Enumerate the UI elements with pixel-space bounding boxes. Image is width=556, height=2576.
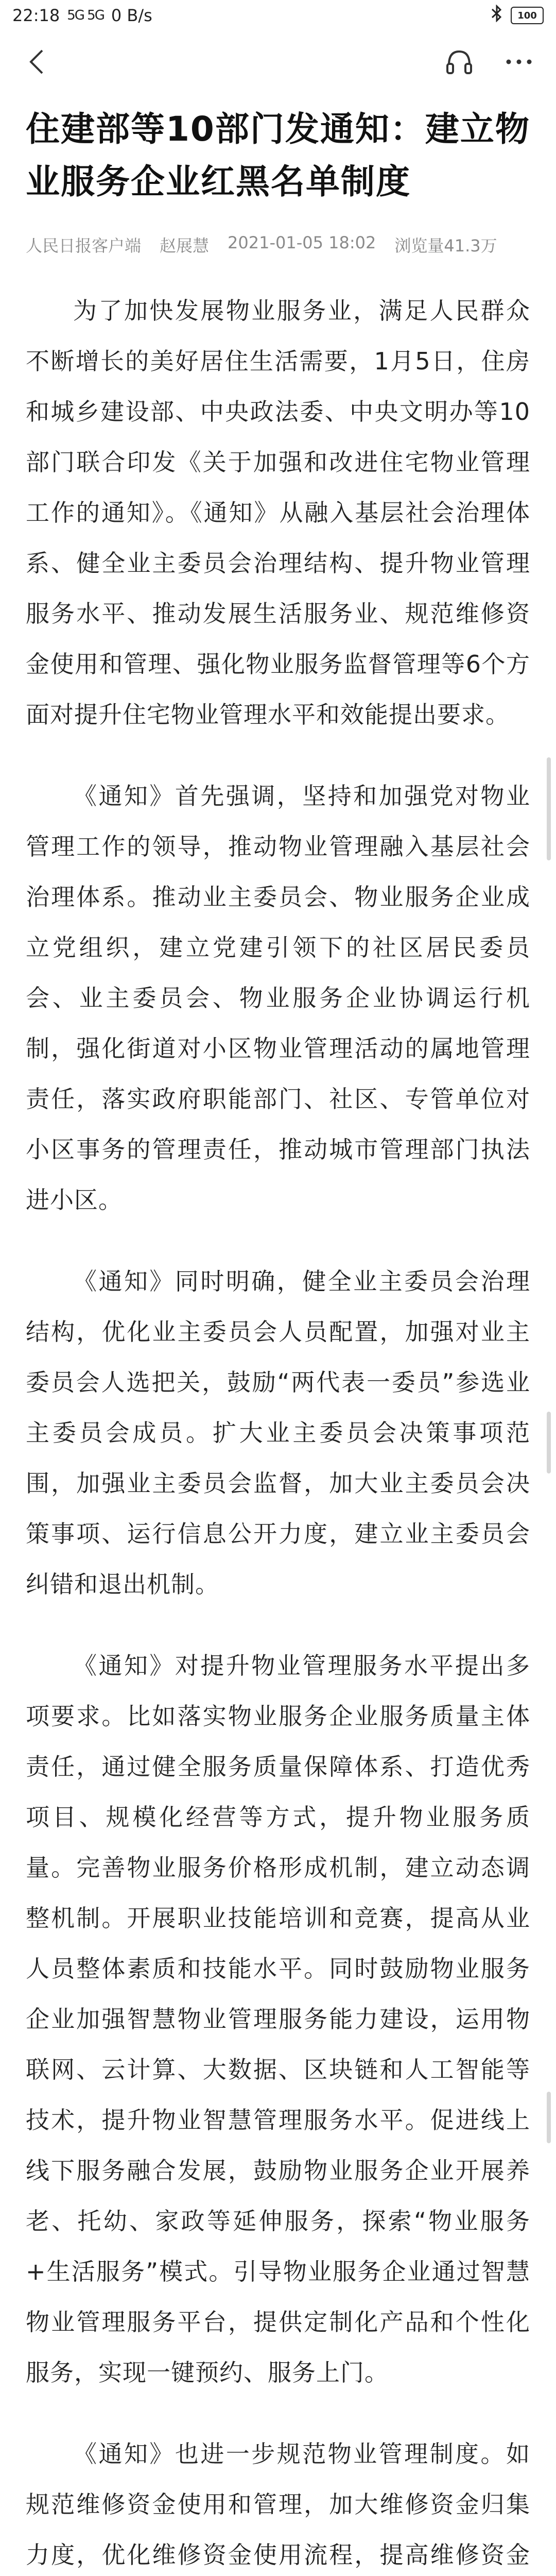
back-arrow-icon[interactable] <box>21 45 54 78</box>
status-time: 22:18 <box>12 6 60 25</box>
article-title: 住建部等10部门发通知：建立物业服务企业红黑名单制度 <box>26 109 530 201</box>
signal-icon: 5G 5G <box>67 8 104 23</box>
scroll-indicator[interactable] <box>547 757 551 860</box>
headphones-icon[interactable] <box>443 45 476 78</box>
article-author: 赵展慧 <box>160 236 210 256</box>
status-left <box>12 6 152 25</box>
paragraph-1: 为了加快发展物业服务业，满足人民群众不断增长的美好居住生活需要，1月5日，住房和城乡建设部、中央政法委、中央文明办等10部门联合印发《关于加强和改进住宅物业管理工作的通知》。《通知》从融入基层社会治理体系、健全业主委员会治理结构、提升物业管理服务水平、推动发展生活服务业、规范维修资金使用和管理、强化物业服务监督管理等6个方面对提升住宅物业管理水平和效能提出要求。 <box>26 297 530 728</box>
nav-actions <box>443 45 535 78</box>
paragraph-3: 《通知》同时明确，健全业主委员会治理结构，优化业主委员会人员配置，加强对业主委员会人选把关，鼓励“两代表一委员”参选业主委员会成员。扩大业主委员会决策事项范围，加强业主委员会监督，加大业主委员会决策事项、运行信息公开力度，建立业主委员会纠错和退出机制。 <box>26 1267 530 1598</box>
status-right <box>490 5 544 26</box>
article-views: 浏览量41.3万 <box>394 236 497 256</box>
article-content <box>26 285 530 2576</box>
nav-bar <box>0 31 556 93</box>
paragraph-2: 《通知》首先强调，坚持和加强党对物业管理工作的领导，推动物业管理融入基层社会治理体系。推动业主委员会、物业服务企业成立党组织，建立党建引领下的社区居民委员会、业主委员会、物业服务企业协调运行机制，强化街道对小区物业管理活动的属地管理责任，落实政府职能部门、社区、专管单位对小区事务的管理责任，推动城市管理部门执法进小区。 <box>26 782 530 1214</box>
status-bar <box>0 0 556 31</box>
article-meta <box>26 233 530 257</box>
article-datetime: 2021-01-05 18:02 <box>228 233 376 252</box>
paragraph-5: 《通知》也进一步规范物业管理制度。如规范维修资金使用和管理，加大维修资金归集力度，优化维修资金使用流程，提高维修资金 <box>26 2440 530 2569</box>
battery-icon: 100 <box>511 7 544 24</box>
paragraph-4: 《通知》对提升物业管理服务水平提出多项要求。比如落实物业服务企业服务质量主体责任，通过健全服务质量保障体系、打造优秀项目、规模化经营等方式，提升物业服务质量。完善物业服务价格形成机制，建立动态调整机制。开展职业技能培训和竞赛，提高从业人员整体素质和技能水平。同时鼓励物业服务企业加强智慧物业管理服务能力建设，运用物联网、云计算、大数据、区块链和人工智能等技术，提升物业智慧管理服务水平。促进线上线下服务融合发展，鼓励物业服务企业开展养老、托幼、家政等延伸服务，探索“物业服务+生活服务”模式。引导物业服务企业通过智慧物业管理服务平台，提供定制化产品和个性化服务，实现一键预约、服务上门。 <box>26 1652 530 2386</box>
more-dots-icon[interactable] <box>502 45 535 78</box>
scroll-indicator[interactable] <box>547 2092 551 2143</box>
network-speed: 0 B/s <box>111 6 152 25</box>
article <box>26 103 530 2576</box>
scroll-indicator[interactable] <box>547 1412 551 1473</box>
bluetooth-icon <box>490 5 503 26</box>
article-source[interactable]: 人民日报客户端 <box>26 236 142 256</box>
